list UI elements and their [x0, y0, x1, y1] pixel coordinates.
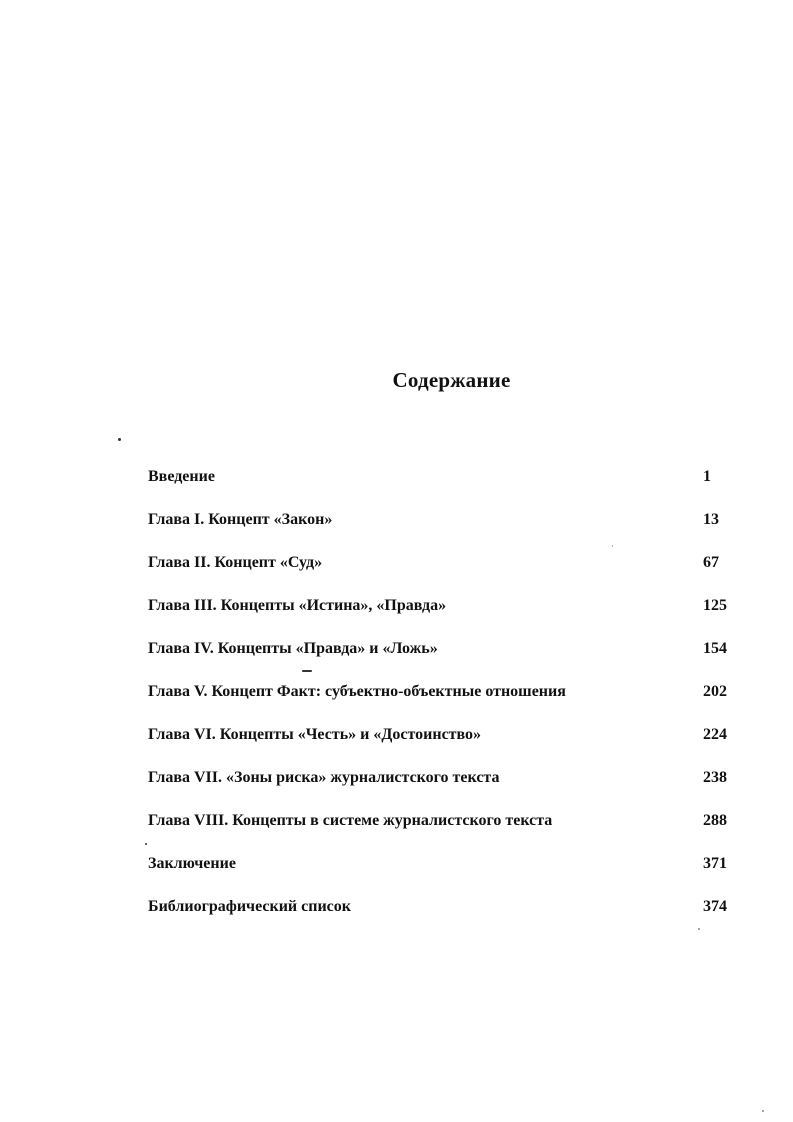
toc-entry-label: Глава III. Концепты «Истина», «Правда»: [148, 597, 447, 614]
toc-entry-label: Глава II. Концепт «Суд»: [148, 554, 323, 571]
toc-entry: [148, 637, 748, 680]
toc-entry-label: Заключение: [148, 855, 236, 872]
toc-entry-label: Библиографический список: [148, 898, 351, 915]
toc-entry: [148, 551, 748, 594]
scan-speck: [612, 545, 613, 547]
toc-entry-page: 1: [703, 468, 711, 485]
page-title: Содержание: [392, 368, 511, 392]
toc-entry: [148, 852, 748, 895]
toc-entry: [148, 723, 748, 766]
toc-entry-page: 224: [703, 726, 727, 743]
toc-entry: [148, 594, 748, 637]
scan-speck: [118, 438, 121, 441]
toc-entry-page: 67: [703, 554, 719, 571]
toc-entry: [148, 465, 748, 508]
scan-speck: [762, 1110, 764, 1112]
toc-entry: [148, 680, 748, 723]
toc-entry-label: Глава VII. «Зоны риска» журналистского текста: [148, 769, 500, 786]
toc-entry: [148, 809, 748, 852]
toc-entry-label: Глава V. Концепт Факт: субъектно-объектные отношения: [148, 683, 566, 700]
scan-speck: [145, 843, 147, 845]
toc-entry-label: Глава VI. Концепты «Честь» и «Достоинство»: [148, 726, 482, 743]
toc-entry: [148, 766, 748, 809]
toc-entry-page: 288: [703, 812, 727, 829]
toc-entry-page: 202: [703, 683, 727, 700]
toc-entry-page: 125: [703, 597, 727, 614]
toc-entry-label: Введение: [148, 468, 215, 485]
toc-entry-page: 13: [703, 511, 719, 528]
toc-entry-label: Глава I. Концепт «Закон»: [148, 511, 333, 528]
toc-entry-page: 374: [703, 898, 727, 915]
scan-speck: [302, 670, 312, 672]
toc-entry-label: Глава VIII. Концепты в системе журналистского текста: [148, 812, 553, 829]
toc-entry: [148, 895, 748, 938]
toc-entry-page: 371: [703, 855, 727, 872]
scan-speck: [698, 928, 700, 930]
toc-entry-page: 154: [703, 640, 727, 657]
toc-entry-label: Глава IV. Концепты «Правда» и «Ложь»: [148, 640, 438, 657]
toc-entry-page: 238: [703, 769, 727, 786]
table-of-contents: [148, 465, 748, 938]
toc-entry: [148, 508, 748, 551]
